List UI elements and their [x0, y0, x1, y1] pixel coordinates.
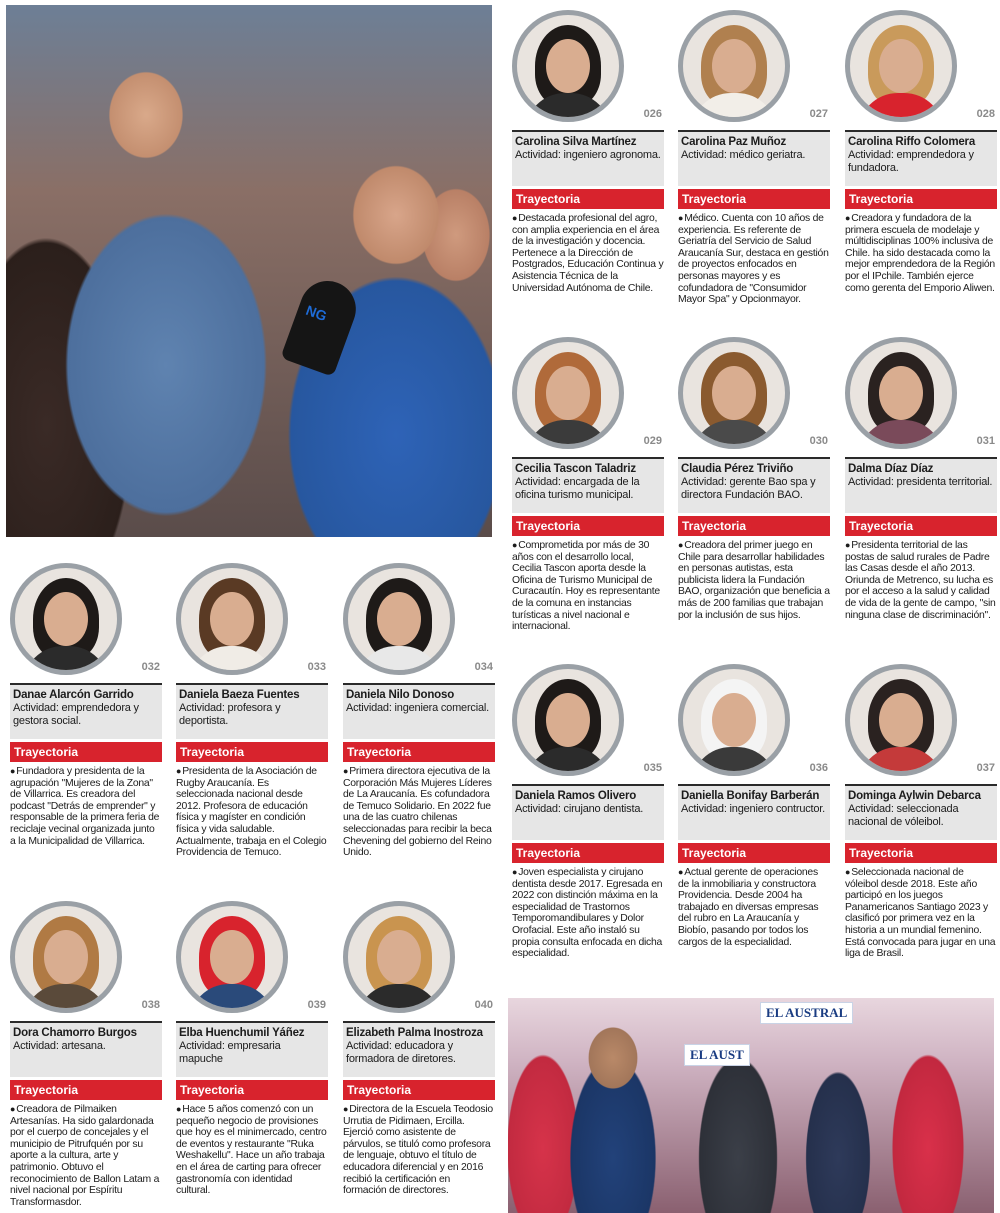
portrait-photo [176, 563, 288, 675]
portrait-body [23, 984, 109, 1013]
profile-card [678, 664, 830, 948]
trayectoria-label: Trayectoria [176, 742, 328, 762]
profile-card [512, 664, 664, 960]
profile-number: 035 [643, 762, 662, 774]
profile-number: 027 [809, 108, 828, 120]
portrait-body [189, 984, 275, 1013]
profile-bio: ● Presidenta territorial de las postas de salud rurales de Padre las Casas desde el año 2013. Oriunda de Metrenco, su lucha es por el acceso a la salud y calidad de vida de la gente de campo, "sin ninguna clase de discriminación". [845, 536, 997, 621]
portrait-body [691, 420, 777, 449]
profile-name: Daniella Bonifay Barberán [681, 790, 820, 802]
portrait-body [691, 93, 777, 122]
profile-bio: ● Comprometida por más de 30 años con el desarrollo local, Cecilia Tascon aporta desde la Oficina de Turismo Municipal de Curacautín. Hoy es representante de la comuna en instancias turísticas a nivel nacional e internacional. [512, 536, 664, 633]
profile-activity: Actividad: emprendedora y fundadora. [848, 149, 974, 174]
profile-info [176, 1023, 328, 1077]
profile-name: Carolina Silva Martínez [515, 136, 637, 148]
profile-activity: Actividad: presidenta territorial. [848, 476, 993, 488]
profile-bio: ● Creadora de Pilmaiken Artesanías. Ha sido galardonada por el cuerpo de concejales y el municipio de Pitrufquén por su aporte a la cultura, arte y patrimonio. Obtuvo el reconocimiento de Ballon Latam a nivel nacional por Espíritu Transformasdor. [10, 1100, 162, 1208]
profile-number: 029 [643, 435, 662, 447]
profile-activity: Actividad: encargada de la oficina turismo municipal. [515, 476, 640, 501]
profile-name: Danae Alarcón Garrido [13, 689, 134, 701]
portrait-body [858, 93, 944, 122]
portrait-photo [845, 337, 957, 449]
mic-logo: NG [303, 301, 330, 325]
profile-activity: Actividad: seleccionada nacional de vóleibol. [848, 803, 959, 828]
portrait-face [377, 930, 421, 984]
portrait-photo [845, 664, 957, 776]
profile-name: Dalma Díaz Díaz [848, 463, 934, 475]
portrait-photo [343, 563, 455, 675]
portrait-face [546, 39, 590, 93]
profile-number: 032 [141, 661, 160, 673]
portrait-photo [343, 901, 455, 1013]
interview-photo [6, 5, 492, 537]
profile-info [512, 132, 664, 186]
portrait-body [356, 646, 442, 675]
profile-card [176, 901, 328, 1197]
profile-name: Carolina Riffo Colomera [848, 136, 976, 148]
portrait-body [691, 747, 777, 776]
portrait-photo [512, 10, 624, 122]
portrait-body [23, 646, 109, 675]
portrait-photo [512, 664, 624, 776]
trayectoria-label: Trayectoria [512, 189, 664, 209]
portrait-photo [176, 901, 288, 1013]
profile-name: Elba Huenchumil Yáñez [179, 1027, 305, 1039]
profile-bio: ● Presidenta de la Asociación de Rugby Araucanía. Es seleccionada nacional desde 2012. Profesora de educación física y magíster en condición física y vida saludable. Actualmente, trabaja en el Colegio Providencia de Temuco. [176, 762, 328, 859]
profile-card [10, 901, 162, 1208]
profile-number: 028 [976, 108, 995, 120]
portrait-face [377, 592, 421, 646]
trayectoria-label: Trayectoria [512, 843, 664, 863]
microphone [280, 273, 363, 377]
profile-info [343, 685, 495, 739]
trayectoria-label: Trayectoria [678, 516, 830, 536]
portrait-body [525, 747, 611, 776]
portrait-face [546, 366, 590, 420]
portrait-photo [678, 664, 790, 776]
profile-name: Dominga Aylwin Debarca [848, 790, 981, 802]
profile-bio: ● Médico. Cuenta con 10 años de experiencia. Es referente de Geriatría del Servicio de Salud Araucanía Sur, destaca en gestión de proyectos enfocados en personas mayores y es cofundadora de "Consumidor Mayor Spa" y Opcionmayor. [678, 209, 830, 306]
profile-number: 031 [976, 435, 995, 447]
profile-bio: ● Creadora del primer juego en Chile para desarrollar habilidades en personas autistas, esta publicista lidera la Fundación BAO, organización que beneficia a más de 200 familias que trabajan por la inclusión de sus hijos. [678, 536, 830, 621]
profile-card [176, 563, 328, 859]
portrait-face [879, 366, 923, 420]
profile-info [845, 132, 997, 186]
profile-info [512, 786, 664, 840]
profile-card [512, 10, 664, 294]
profile-info [10, 1023, 162, 1077]
portrait-body [356, 984, 442, 1013]
trayectoria-label: Trayectoria [10, 742, 162, 762]
profile-activity: Actividad: profesora y deportista. [179, 702, 281, 727]
profile-card [10, 563, 162, 847]
profile-activity: Actividad: ingeniero agronoma. [515, 149, 661, 161]
portrait-photo [845, 10, 957, 122]
trayectoria-label: Trayectoria [845, 516, 997, 536]
profile-bio: ● Creadora y fundadora de la primera escuela de modelaje y múltidisciplinas 100% inclusiva de Chile. ha sido destacada como la mejor emprendedora de la Región por el IPchile. También ejerce como gerenta del Emporio Aliwen. [845, 209, 997, 294]
trayectoria-label: Trayectoria [343, 1080, 495, 1100]
sign-el-austral-partial: EL AUST [684, 1044, 750, 1066]
profile-number: 039 [307, 999, 326, 1011]
portrait-face [210, 930, 254, 984]
profile-bio: ● Primera directora ejecutiva de la Corporación Más Mujeres Líderes de La Araucanía. Es cofundadora de Temuco Solidario. En 2022 fue una de las cuatro chilenas seleccionadas para recibir la beca Chevening del gobierno del Reino Unido. [343, 762, 495, 859]
profile-name: Daniela Baeza Fuentes [179, 689, 300, 701]
profile-bio: ● Seleccionada nacional de vóleibol desde 2018. Este año participó en los juegos Panamericanos Santiago 2023 y clasificó por primera vez en la historia a un mundial femenino. Está convocada para jugar en una liga de Brasil. [845, 863, 997, 960]
profile-bio: ● Destacada profesional del agro, con amplia experiencia en el área de la investigación y docencia. Pertenece a la Dirección de Postgrados, Educación Continua y Asistencia Técnica de la Universidad Autónoma de Chile. [512, 209, 664, 294]
profile-bio: ● Directora de la Escuela Teodosio Urrutia de Pidimaen, Ercilla. Ejerció como asistente de párvulos, se tituló como profesora de lenguaje, obtuvo el título de educadora diferencial y en 2016 recibió la certificación en formación de directores. [343, 1100, 495, 1197]
profile-activity: Actividad: ingeniero contructor. [681, 803, 826, 815]
award-ceremony-photo [508, 998, 994, 1213]
portrait-photo [512, 337, 624, 449]
portrait-body [525, 420, 611, 449]
profile-info [678, 132, 830, 186]
profile-number: 030 [809, 435, 828, 447]
portrait-face [879, 693, 923, 747]
profile-activity: Actividad: gerente Bao spa y directora Fundación BAO. [681, 476, 816, 501]
profile-bio: ● Actual gerente de operaciones de la inmobiliaria y constructora Providencia. Desde 2004 ha trabajado en diversas empresas del rubro en La Araucanía y Biobío, pasando por todos los cargos de la especialidad. [678, 863, 830, 948]
trayectoria-label: Trayectoria [10, 1080, 162, 1100]
portrait-body [858, 747, 944, 776]
profile-info [176, 685, 328, 739]
profile-card [343, 563, 495, 859]
portrait-photo [678, 337, 790, 449]
profile-card [845, 337, 997, 621]
profile-info [678, 459, 830, 513]
profile-info [845, 459, 997, 513]
trayectoria-label: Trayectoria [343, 742, 495, 762]
profile-name: Cecilia Tascon Taladriz [515, 463, 636, 475]
sign-el-austral: EL AUSTRAL [760, 1002, 853, 1024]
portrait-body [189, 646, 275, 675]
portrait-face [210, 592, 254, 646]
profile-activity: Actividad: educadora y formadora de diretores. [346, 1040, 456, 1065]
portrait-face [44, 592, 88, 646]
profile-name: Dora Chamorro Burgos [13, 1027, 137, 1039]
profile-name: Daniela Nilo Donoso [346, 689, 455, 701]
profile-number: 037 [976, 762, 995, 774]
trayectoria-label: Trayectoria [845, 189, 997, 209]
profile-name: Carolina Paz Muñoz [681, 136, 787, 148]
trayectoria-label: Trayectoria [176, 1080, 328, 1100]
portrait-face [712, 693, 756, 747]
portrait-face [712, 39, 756, 93]
profile-card [678, 10, 830, 306]
trayectoria-label: Trayectoria [512, 516, 664, 536]
profile-name: Elizabeth Palma Inostroza [346, 1027, 483, 1039]
profile-name: Claudia Pérez Triviño [681, 463, 794, 475]
profile-number: 038 [141, 999, 160, 1011]
profile-activity: Actividad: cirujano dentista. [515, 803, 644, 815]
profile-activity: Actividad: artesana. [13, 1040, 106, 1052]
profile-name: Daniela Ramos Olivero [515, 790, 637, 802]
portrait-body [858, 420, 944, 449]
profile-number: 034 [474, 661, 493, 673]
profile-number: 026 [643, 108, 662, 120]
portrait-face [712, 366, 756, 420]
profile-activity: Actividad: ingeniera comercial. [346, 702, 489, 714]
portrait-photo [10, 563, 122, 675]
profile-card [845, 10, 997, 294]
profile-card [845, 664, 997, 960]
portrait-photo [10, 901, 122, 1013]
portrait-body [525, 93, 611, 122]
portrait-face [546, 693, 590, 747]
profile-bio: ● Fundadora y presidenta de la agrupación "Mujeres de la Zona" de Villarrica. Es creadora del podcast "Detrás de emprender" y responsable de la primera feria de reciclaje vecinal organizada junto a la Municipalidad de Villarrica. [10, 762, 162, 847]
portrait-photo [678, 10, 790, 122]
profile-card [512, 337, 664, 633]
trayectoria-label: Trayectoria [678, 189, 830, 209]
profile-activity: Actividad: médico geriatra. [681, 149, 806, 161]
portrait-face [44, 930, 88, 984]
profile-bio: ● Joven especialista y cirujano dentista desde 2017. Egresada en 2022 con distinción máxima en la especialidad de Trastornos Temporomandibulares y Dolor Orofacial. Este año instaló su propia consulta enfocada en dicha especialidad. [512, 863, 664, 960]
profile-info [845, 786, 997, 840]
profile-info [10, 685, 162, 739]
profile-number: 033 [307, 661, 326, 673]
profile-card [343, 901, 495, 1197]
profile-number: 036 [809, 762, 828, 774]
profile-card [678, 337, 830, 621]
profile-activity: Actividad: emprendedora y gestora social. [13, 702, 139, 727]
portrait-face [879, 39, 923, 93]
profile-bio: ● Hace 5 años comenzó con un pequeño negocio de provisiones que hoy es el minimercado, centro de eventos y restaurante "Ruka Weshakellu". Hace un año trabaja en el área de carting para ofrecer gastronomía con identidad cultural. [176, 1100, 328, 1197]
profile-number: 040 [474, 999, 493, 1011]
profile-info [678, 786, 830, 840]
profile-info [343, 1023, 495, 1077]
profile-info [512, 459, 664, 513]
trayectoria-label: Trayectoria [678, 843, 830, 863]
trayectoria-label: Trayectoria [845, 843, 997, 863]
profile-activity: Actividad: empresaria mapuche [179, 1040, 281, 1065]
